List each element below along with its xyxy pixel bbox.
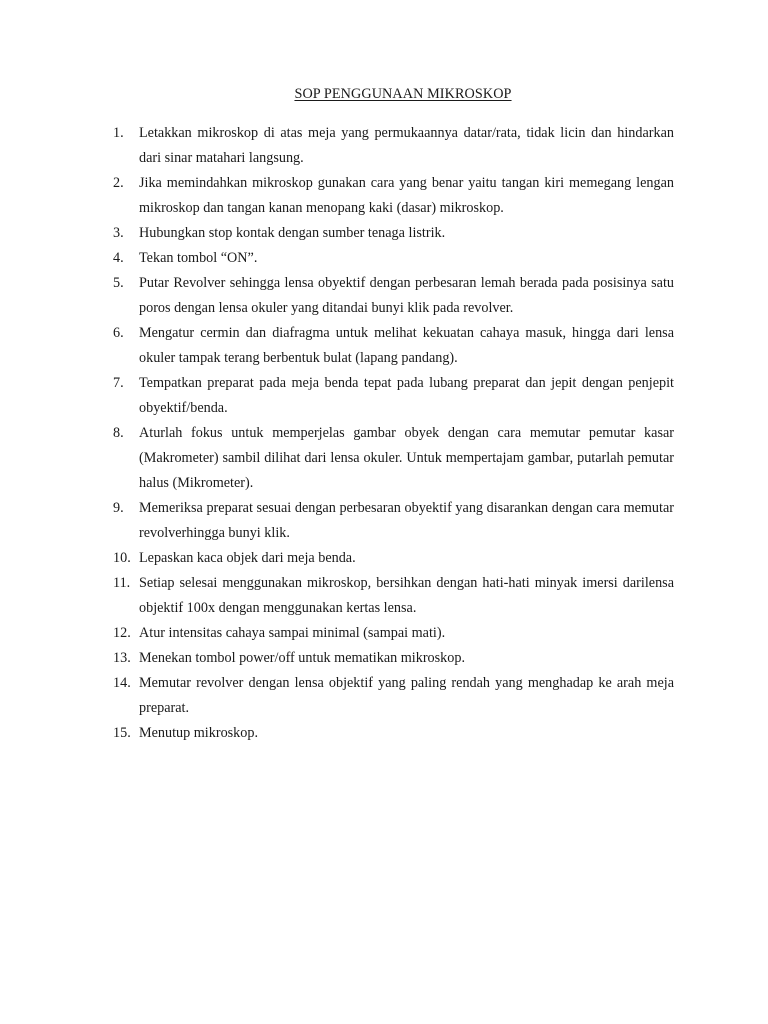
step-text: Atur intensitas cahaya sampai minimal (sampai mati). bbox=[139, 625, 446, 641]
list-item bbox=[113, 571, 674, 621]
list-item bbox=[113, 421, 674, 496]
step-text: Putar Revolver sehingga lensa obyektif dengan perbesaran lemah berada pada posisinya satu poros dengan lensa okuler yang ditandai bunyi klik pada revolver. bbox=[139, 275, 674, 316]
list-item bbox=[113, 321, 674, 371]
list-item bbox=[113, 621, 674, 646]
step-text: Setiap selesai menggunakan mikroskop, bersihkan dengan hati-hati minyak imersi darilensa objektif 100x dengan menggunakan kertas lensa. bbox=[139, 575, 674, 616]
step-text: Memeriksa preparat sesuai dengan perbesaran obyektif yang disarankan dengan cara memutar revolverhingga bunyi klik. bbox=[139, 500, 674, 541]
step-number: 13. bbox=[113, 650, 131, 666]
step-text: Menekan tombol power/off untuk mematikan mikroskop. bbox=[139, 650, 465, 666]
step-text: Memutar revolver dengan lensa objektif yang paling rendah yang menghadap ke arah meja preparat. bbox=[139, 675, 674, 716]
step-text: Lepaskan kaca objek dari meja benda. bbox=[139, 550, 356, 566]
step-text: Jika memindahkan mikroskop gunakan cara yang benar yaitu tangan kiri memegang lengan mikroskop dan tangan kanan menopang kaki (dasar) mikroskop. bbox=[139, 175, 674, 216]
list-item bbox=[113, 271, 674, 321]
sop-step-list bbox=[113, 121, 674, 746]
step-number: 12. bbox=[113, 625, 131, 641]
step-number: 3. bbox=[113, 225, 124, 241]
step-text: Mengatur cermin dan diafragma untuk melihat kekuatan cahaya masuk, hingga dari lensa okuler tampak terang berbentuk bulat (lapang pandang). bbox=[139, 325, 674, 366]
step-number: 1. bbox=[113, 125, 124, 141]
step-text: Letakkan mikroskop di atas meja yang permukaannya datar/rata, tidak licin dan hindarkan dari sinar matahari langsung. bbox=[139, 125, 674, 166]
document-title: SOP PENGGUNAAN MIKROSKOP bbox=[294, 86, 512, 102]
step-text: Tekan tombol “ON”. bbox=[139, 250, 258, 266]
step-number: 7. bbox=[113, 375, 124, 391]
list-item bbox=[113, 221, 674, 246]
list-item bbox=[113, 496, 674, 546]
list-item bbox=[113, 371, 674, 421]
step-number: 4. bbox=[113, 250, 124, 266]
step-text: Tempatkan preparat pada meja benda tepat pada lubang preparat dan jepit dengan penjepit obyektif/benda. bbox=[139, 375, 674, 416]
list-item bbox=[113, 171, 674, 221]
step-number: 6. bbox=[113, 325, 124, 341]
step-text: Aturlah fokus untuk memperjelas gambar obyek dengan cara memutar pemutar kasar (Makrometer) sambil dilihat dari lensa okuler. Untuk mempertajam gambar, putarlah pemutar halus (Mikrometer). bbox=[139, 425, 674, 491]
list-item bbox=[113, 721, 674, 746]
step-number: 15. bbox=[113, 725, 131, 741]
list-item bbox=[113, 246, 674, 271]
step-number: 5. bbox=[113, 275, 124, 291]
list-item bbox=[113, 546, 674, 571]
list-item bbox=[113, 646, 674, 671]
step-number: 9. bbox=[113, 500, 124, 516]
list-item bbox=[113, 671, 674, 721]
list-item bbox=[113, 121, 674, 171]
step-text: Menutup mikroskop. bbox=[139, 725, 259, 741]
step-number: 11. bbox=[113, 575, 131, 591]
step-number: 2. bbox=[113, 175, 124, 191]
step-number: 8. bbox=[113, 425, 124, 441]
step-text: Hubungkan stop kontak dengan sumber tenaga listrik. bbox=[139, 225, 446, 241]
step-number: 10. bbox=[113, 550, 131, 566]
step-number: 14. bbox=[113, 675, 131, 691]
